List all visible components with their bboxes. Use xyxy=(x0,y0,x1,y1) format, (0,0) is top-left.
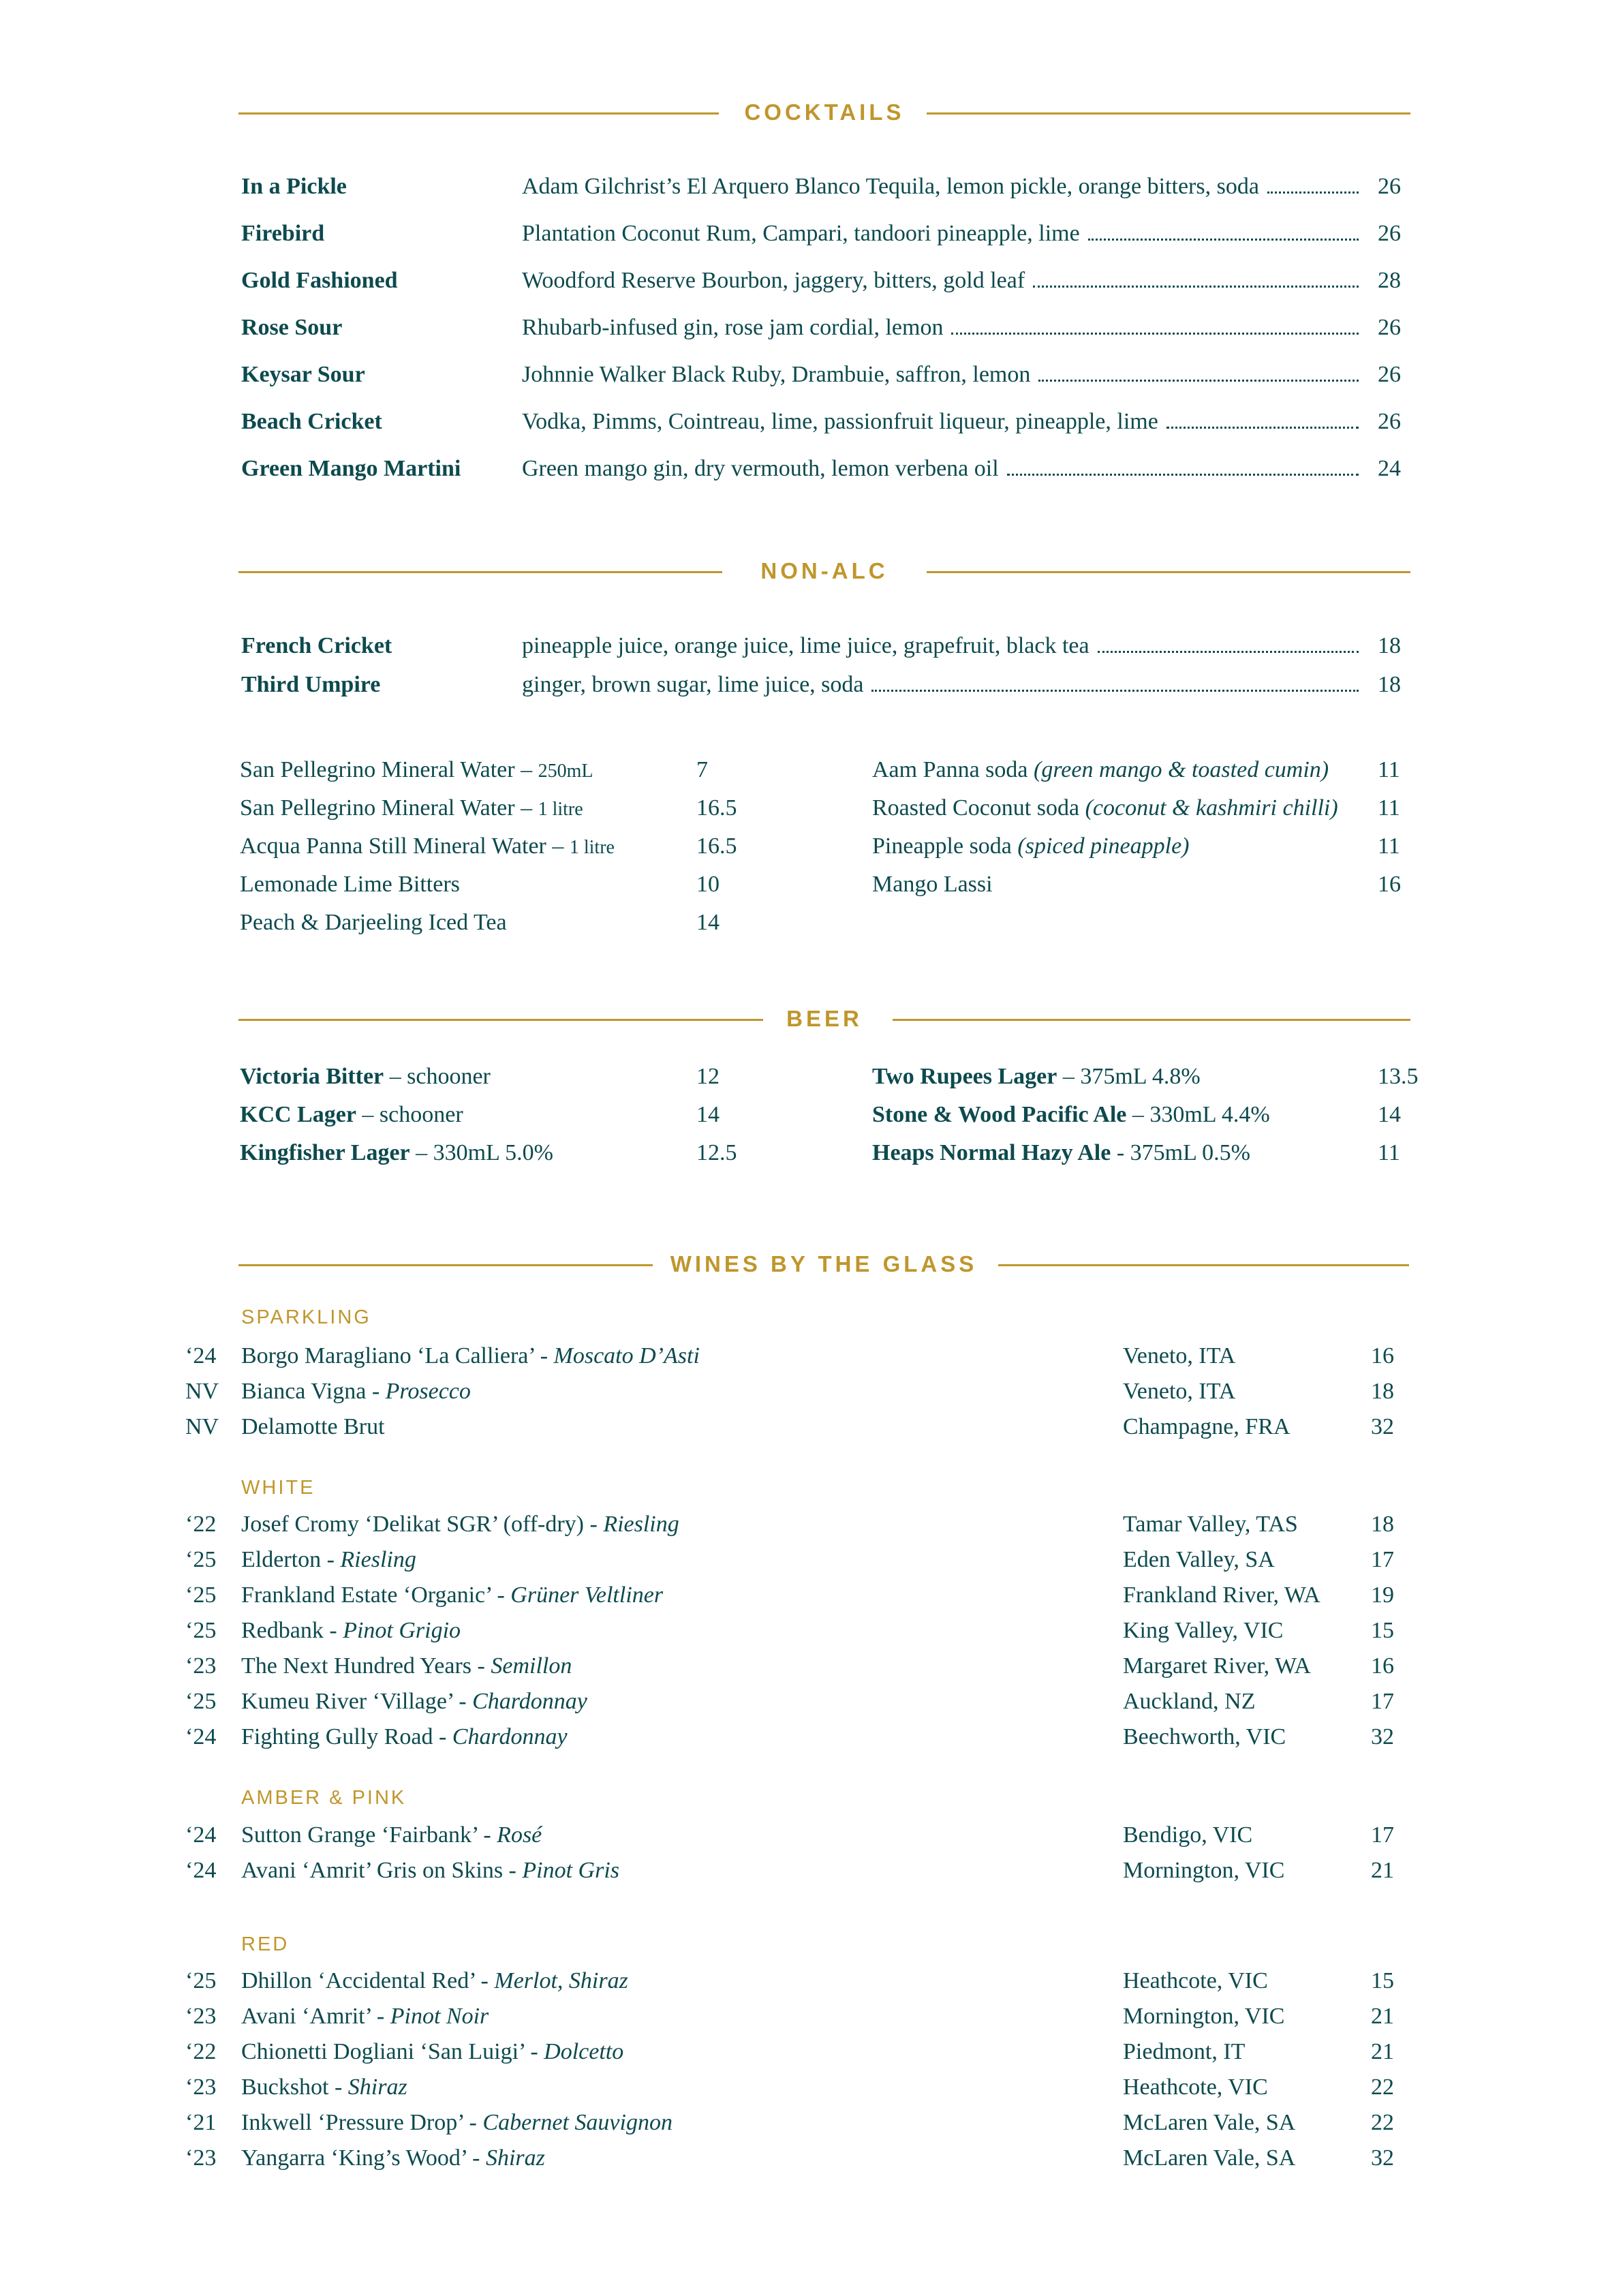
wine-price: 17 xyxy=(1371,1689,1394,1714)
wine-name-line xyxy=(241,1341,700,1371)
beer-detail: – 330mL 4.4% xyxy=(1126,1102,1270,1127)
leader-dots xyxy=(871,690,1359,692)
drink-price: 14 xyxy=(696,910,720,935)
leader-dots xyxy=(1098,651,1359,653)
drink-price: 16 xyxy=(1378,872,1401,897)
drink-name: Lemonade Lime Bitters xyxy=(240,872,460,897)
section-title: BEER xyxy=(786,1006,863,1031)
drink-price: 16.5 xyxy=(696,795,737,821)
wine-price: 32 xyxy=(1371,1414,1394,1439)
wine-vintage: ‘23 xyxy=(185,2075,217,2100)
wine-region: Auckland, NZ xyxy=(1123,1689,1256,1714)
nonalc-header xyxy=(238,551,1410,592)
drink-name: French Cricket xyxy=(241,633,392,658)
drink-name: Aam Panna soda xyxy=(872,757,1028,782)
cocktail-desc: Woodford Reserve Bourbon, jaggery, bitters, gold leaf xyxy=(522,268,1025,293)
cocktail-price: 26 xyxy=(1378,315,1401,340)
leader-dots xyxy=(1038,380,1359,382)
cocktail-price: 28 xyxy=(1378,268,1401,293)
cocktail-name: In a Pickle xyxy=(241,174,347,199)
wine-name-line xyxy=(241,1616,461,1646)
wine-name: Inkwell ‘Pressure Drop’ - xyxy=(241,2110,483,2135)
wine-name: Sutton Grange ‘Fairbank’ - xyxy=(241,1822,497,1848)
cocktail-name: Firebird xyxy=(241,221,325,246)
beer-header xyxy=(238,998,1410,1039)
wine-region: Heathcote, VIC xyxy=(1123,2075,1268,2100)
wines-header xyxy=(238,1244,1409,1285)
wine-region: Tamar Valley, TAS xyxy=(1123,1512,1298,1537)
wine-name-line xyxy=(241,1856,619,1886)
cocktail-name: Keysar Sour xyxy=(241,362,365,387)
beer-name: Heaps Normal Hazy Ale xyxy=(872,1140,1111,1165)
wine-region: Mornington, VIC xyxy=(1123,2004,1285,2029)
soft-drink-item xyxy=(240,831,615,863)
cocktails-header xyxy=(238,92,1410,133)
beer-detail: - 375mL 0.5% xyxy=(1111,1140,1250,1165)
beer-item xyxy=(872,1062,1201,1092)
wine-name: Delamotte Brut xyxy=(241,1414,385,1439)
drink-name: San Pellegrino Mineral Water – xyxy=(240,757,533,782)
wine-vintage: ‘21 xyxy=(185,2110,217,2135)
soft-drink-item xyxy=(872,793,1338,823)
wine-price: 17 xyxy=(1371,1547,1394,1572)
beer-item xyxy=(240,1138,553,1168)
drink-price: 7 xyxy=(696,757,708,782)
wine-name-line xyxy=(241,1966,628,1996)
wine-price: 15 xyxy=(1371,1968,1394,1993)
beer-item xyxy=(240,1062,491,1092)
beer-detail: – 375mL 4.8% xyxy=(1057,1064,1201,1089)
leader-dots xyxy=(1033,286,1359,288)
leader-dots xyxy=(1267,192,1359,194)
drink-size: 1 litre xyxy=(538,799,583,820)
wine-vintage: ‘23 xyxy=(185,2145,217,2171)
wine-vintage: NV xyxy=(185,1379,219,1404)
drink-note: (coconut & kashmiri chilli) xyxy=(1085,795,1338,821)
drink-price: 11 xyxy=(1378,757,1400,782)
drink-name: Peach & Darjeeling Iced Tea xyxy=(240,910,507,935)
wine-region: McLaren Vale, SA xyxy=(1123,2145,1296,2171)
beer-price: 12.5 xyxy=(696,1140,737,1165)
beer-price: 13.5 xyxy=(1378,1064,1419,1089)
soft-drink-item xyxy=(872,755,1329,785)
wine-variety: Pinot Grigio xyxy=(343,1618,461,1643)
wine-price: 19 xyxy=(1371,1582,1394,1608)
wine-name-line xyxy=(241,1580,663,1610)
soft-drink-item xyxy=(240,793,583,825)
drink-name: Acqua Panna Still Mineral Water – xyxy=(240,833,564,859)
wine-name: Avani ‘Amrit’ Gris on Skins - xyxy=(241,1858,523,1883)
drink-price: 18 xyxy=(1378,633,1401,658)
section-title: WINES BY THE GLASS xyxy=(670,1251,978,1276)
cocktail-name: Beach Cricket xyxy=(241,409,382,434)
drink-price: 16.5 xyxy=(696,833,737,859)
beer-price: 14 xyxy=(1378,1102,1401,1127)
wine-region: Champagne, FRA xyxy=(1123,1414,1290,1439)
wine-variety: Pinot Noir xyxy=(390,2004,489,2029)
wine-variety: Dolcetto xyxy=(544,2039,624,2064)
wine-group-label: AMBER & PINK xyxy=(241,1787,407,1809)
drink-price: 18 xyxy=(1378,672,1401,697)
drink-note: (spiced pineapple) xyxy=(1017,833,1190,859)
wine-variety: Prosecco xyxy=(385,1379,471,1404)
wine-region: Veneto, ITA xyxy=(1123,1379,1236,1404)
drink-note: (green mango & toasted cumin) xyxy=(1034,757,1329,782)
wine-vintage: ‘25 xyxy=(185,1968,217,1993)
cocktail-name: Green Mango Martini xyxy=(241,456,461,481)
wine-name-line xyxy=(241,1545,416,1575)
wine-variety: Pinot Gris xyxy=(522,1858,619,1883)
wine-name: Elderton - xyxy=(241,1547,341,1572)
wine-vintage: ‘25 xyxy=(185,1582,217,1608)
wine-name-line xyxy=(241,1651,572,1681)
soft-drink-item xyxy=(240,870,460,900)
wine-region: Frankland River, WA xyxy=(1123,1582,1320,1608)
soft-drink-item xyxy=(872,831,1189,861)
wine-name: Yangarra ‘King’s Wood’ - xyxy=(241,2145,486,2171)
wine-variety: Shiraz xyxy=(485,2145,545,2171)
wine-vintage: ‘22 xyxy=(185,1512,217,1537)
cocktail-price: 26 xyxy=(1378,221,1401,246)
wine-region: Margaret River, WA xyxy=(1123,1653,1311,1679)
wine-name: Frankland Estate ‘Organic’ - xyxy=(241,1582,511,1608)
section-title: COCKTAILS xyxy=(744,100,905,125)
wine-name: Dhillon ‘Accidental Red’ - xyxy=(241,1968,495,1993)
beer-price: 14 xyxy=(696,1102,720,1127)
wine-region: Heathcote, VIC xyxy=(1123,1968,1268,1993)
wine-group-label: RED xyxy=(241,1933,290,1955)
wine-vintage: ‘24 xyxy=(185,1343,217,1368)
wine-variety: Rosé xyxy=(497,1822,542,1848)
wine-name-line xyxy=(241,1510,679,1540)
cocktail-desc: Rhubarb-infused gin, rose jam cordial, lemon xyxy=(522,315,944,340)
wine-vintage: ‘24 xyxy=(185,1822,217,1848)
wine-variety: Riesling xyxy=(340,1547,416,1572)
leader-dots xyxy=(1007,474,1359,476)
wine-name-line xyxy=(241,2002,489,2032)
wine-name-line xyxy=(241,2143,545,2173)
wine-price: 22 xyxy=(1371,2075,1394,2100)
wine-name-line xyxy=(241,2108,673,2138)
wine-vintage: ‘23 xyxy=(185,2004,217,2029)
wine-vintage: NV xyxy=(185,1414,219,1439)
wine-region: McLaren Vale, SA xyxy=(1123,2110,1296,2135)
drink-name: Roasted Coconut soda xyxy=(872,795,1080,821)
section-title: NON-ALC xyxy=(760,558,888,583)
drink-name: Third Umpire xyxy=(241,672,381,697)
wine-region: Eden Valley, SA xyxy=(1123,1547,1275,1572)
wine-name-line xyxy=(241,1412,385,1442)
cocktail-desc: Plantation Coconut Rum, Campari, tandoori pineapple, lime xyxy=(522,221,1080,246)
wine-region: Bendigo, VIC xyxy=(1123,1822,1253,1848)
beer-item xyxy=(240,1100,463,1130)
beer-name: Stone & Wood Pacific Ale xyxy=(872,1102,1127,1127)
wine-vintage: ‘25 xyxy=(185,1547,217,1572)
wine-region: King Valley, VIC xyxy=(1123,1618,1284,1643)
beer-name: Kingfisher Lager xyxy=(240,1140,410,1165)
wine-group-label: SPARKLING xyxy=(241,1306,371,1328)
drink-desc: pineapple juice, orange juice, lime juice, grapefruit, black tea xyxy=(522,633,1089,658)
cocktail-desc: Green mango gin, dry vermouth, lemon verbena oil xyxy=(522,456,999,481)
drink-name: Pineapple soda xyxy=(872,833,1012,859)
drink-name: Mango Lassi xyxy=(872,872,993,897)
cocktail-desc: Adam Gilchrist’s El Arquero Blanco Tequila, lemon pickle, orange bitters, soda xyxy=(522,174,1259,199)
wine-variety: Grüner Veltliner xyxy=(510,1582,664,1608)
wine-variety: Cabernet Sauvignon xyxy=(482,2110,673,2135)
wine-name: The Next Hundred Years - xyxy=(241,1653,491,1679)
drink-size: 250mL xyxy=(538,761,593,782)
cocktail-desc: Vodka, Pimms, Cointreau, lime, passionfruit liqueur, pineapple, lime xyxy=(522,409,1158,434)
wine-variety: Shiraz xyxy=(347,2075,407,2100)
wine-vintage: ‘25 xyxy=(185,1689,217,1714)
soft-drink-item xyxy=(240,908,507,938)
wine-price: 32 xyxy=(1371,1724,1394,1749)
wine-name: Redbank - xyxy=(241,1618,343,1643)
wine-price: 21 xyxy=(1371,2004,1394,2029)
beer-item xyxy=(872,1100,1270,1130)
leader-dots xyxy=(1088,239,1359,241)
wine-name: Avani ‘Amrit’ - xyxy=(241,2004,390,2029)
beer-name: Victoria Bitter xyxy=(240,1064,384,1089)
soft-drink-item xyxy=(240,755,593,786)
wine-name-line xyxy=(241,1377,471,1407)
wine-variety: Chardonnay xyxy=(452,1724,568,1749)
wine-price: 18 xyxy=(1371,1379,1394,1404)
wine-name-line xyxy=(241,1722,568,1752)
leader-dots xyxy=(1166,427,1359,429)
wine-name-line xyxy=(241,2037,623,2067)
drink-price: 11 xyxy=(1378,795,1400,821)
wine-price: 16 xyxy=(1371,1343,1394,1368)
wine-group-label: WHITE xyxy=(241,1477,315,1499)
beer-price: 11 xyxy=(1378,1140,1400,1165)
wine-region: Mornington, VIC xyxy=(1123,1858,1285,1883)
wine-price: 15 xyxy=(1371,1618,1394,1643)
drink-size: 1 litre xyxy=(569,837,615,858)
beer-name: Two Rupees Lager xyxy=(872,1064,1057,1089)
wine-price: 16 xyxy=(1371,1653,1394,1679)
drink-price: 11 xyxy=(1378,833,1400,859)
wine-price: 18 xyxy=(1371,1512,1394,1537)
beer-detail: – 330mL 5.0% xyxy=(409,1140,553,1165)
drink-price: 10 xyxy=(696,872,720,897)
wine-variety: Semillon xyxy=(491,1653,572,1679)
wine-price: 32 xyxy=(1371,2145,1394,2171)
leader-dots xyxy=(951,333,1359,335)
wine-variety: Merlot, Shiraz xyxy=(494,1968,628,1993)
drink-desc: ginger, brown sugar, lime juice, soda xyxy=(522,672,864,697)
wine-price: 22 xyxy=(1371,2110,1394,2135)
wine-variety: Chardonnay xyxy=(472,1689,587,1714)
wine-name: Bianca Vigna - xyxy=(241,1379,386,1404)
beer-price: 12 xyxy=(696,1064,720,1089)
wine-name-line xyxy=(241,1820,542,1850)
wine-vintage: ‘23 xyxy=(185,1653,217,1679)
wine-name: Fighting Gully Road - xyxy=(241,1724,452,1749)
wine-name: Kumeu River ‘Village’ - xyxy=(241,1689,473,1714)
cocktail-name: Rose Sour xyxy=(241,315,343,340)
drink-name: San Pellegrino Mineral Water – xyxy=(240,795,533,821)
wine-variety: Moscato D’Asti xyxy=(553,1343,700,1368)
wine-price: 21 xyxy=(1371,1858,1394,1883)
cocktail-price: 26 xyxy=(1378,362,1401,387)
wine-price: 21 xyxy=(1371,2039,1394,2064)
wine-region: Veneto, ITA xyxy=(1123,1343,1236,1368)
cocktail-price: 26 xyxy=(1378,409,1401,434)
wine-region: Beechworth, VIC xyxy=(1123,1724,1286,1749)
cocktail-name: Gold Fashioned xyxy=(241,268,398,293)
wine-name: Borgo Maragliano ‘La Calliera’ - xyxy=(241,1343,554,1368)
beer-detail: – schooner xyxy=(356,1102,463,1127)
soft-drink-item xyxy=(872,870,993,900)
beer-name: KCC Lager xyxy=(240,1102,356,1127)
cocktail-price: 26 xyxy=(1378,174,1401,199)
wine-vintage: ‘22 xyxy=(185,2039,217,2064)
wine-price: 17 xyxy=(1371,1822,1394,1848)
beer-detail: – schooner xyxy=(384,1064,491,1089)
wine-name-line xyxy=(241,1687,587,1717)
beer-item xyxy=(872,1138,1250,1168)
wine-name: Chionetti Dogliani ‘San Luigi’ - xyxy=(241,2039,544,2064)
wine-name: Josef Cromy ‘Delikat SGR’ (off-dry) - xyxy=(241,1512,604,1537)
wine-name: Buckshot - xyxy=(241,2075,348,2100)
wine-name-line xyxy=(241,2072,407,2102)
wine-variety: Riesling xyxy=(603,1512,679,1537)
wine-vintage: ‘25 xyxy=(185,1618,217,1643)
wine-region: Piedmont, IT xyxy=(1123,2039,1246,2064)
wine-vintage: ‘24 xyxy=(185,1858,217,1883)
cocktail-price: 24 xyxy=(1378,456,1401,481)
cocktail-desc: Johnnie Walker Black Ruby, Drambuie, saffron, lemon xyxy=(522,362,1031,387)
wine-vintage: ‘24 xyxy=(185,1724,217,1749)
